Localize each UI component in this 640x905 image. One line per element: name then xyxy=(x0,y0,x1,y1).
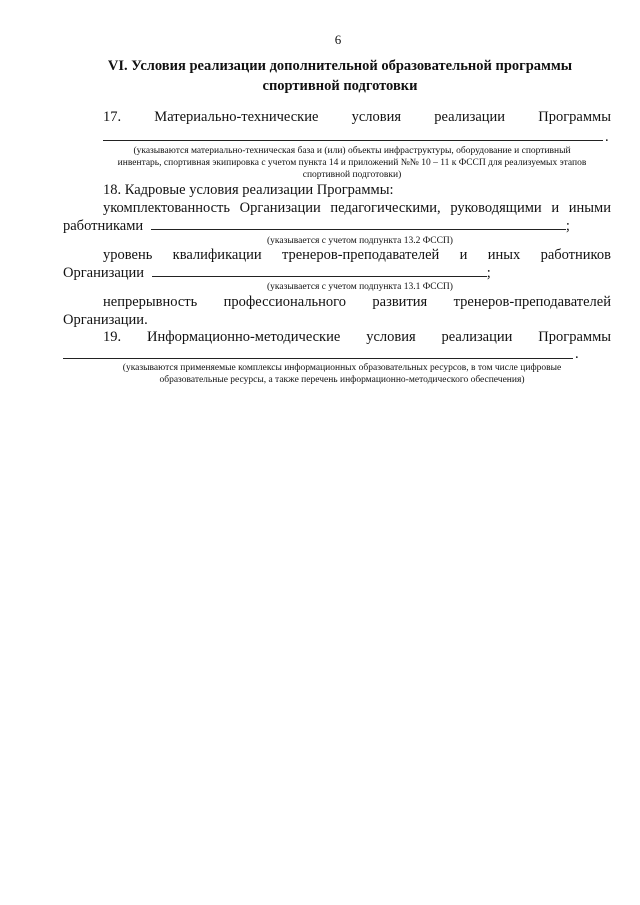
section-heading xyxy=(80,56,600,96)
qualification-line xyxy=(103,246,611,264)
staffing-line xyxy=(103,199,611,217)
qualification-word: работников xyxy=(540,247,611,263)
qualification-end-mark: ; xyxy=(486,265,491,281)
staffing-word: укомплектованность xyxy=(103,200,230,216)
section-17-word: Материально-технические xyxy=(154,109,319,125)
section-17-word: реализации xyxy=(434,109,506,125)
section-17-hint xyxy=(82,145,622,181)
qualification-fill-line[interactable] xyxy=(152,264,487,277)
staffing-hint: (указывается с учетом подпункта 13.2 ФССП) xyxy=(267,236,453,246)
section-19-number: 19. xyxy=(103,329,122,345)
hint-line: образовательные ресурсы, а также перечень информационно-методического обеспечения) xyxy=(159,375,525,385)
page-number: 6 xyxy=(334,32,342,47)
section-19-end-mark: . xyxy=(575,346,579,362)
qualification-word: и xyxy=(459,247,468,263)
qualification-cont-line xyxy=(63,264,491,282)
staffing-cont: работниками xyxy=(63,218,144,234)
staffing-word: иными xyxy=(568,200,611,216)
heading-line-2: спортивной подготовки xyxy=(262,78,418,94)
hint-line: (указываются применяемые комплексы информационных образовательных ресурсов, в том числе цифровые xyxy=(122,363,562,373)
section-17-number: 17. xyxy=(103,109,122,125)
section-19-fill-line[interactable] xyxy=(63,358,573,359)
section-19-word: реализации xyxy=(441,329,513,345)
development-word: профессионального xyxy=(223,294,347,310)
hint-line: инвентарь, спортивная экипировка с учетом пункта 14 и приложений №№ 10 – 11 к ФССП для реализуемых этапов xyxy=(117,158,587,168)
section-17-end-mark: . xyxy=(605,129,609,145)
section-19-word: условия xyxy=(366,329,416,345)
staffing-word: руководящими xyxy=(450,200,542,216)
development-word: тренеров-преподавателей xyxy=(453,294,611,310)
heading-line-1: VI. Условия реализации дополнительной образовательной программы xyxy=(107,58,573,74)
development-line xyxy=(103,293,611,311)
hint-line: (указываются материально-техническая база и (или) объекты инфраструктуры, оборудование и спортивный xyxy=(133,146,571,156)
section-19-word: Программы xyxy=(538,329,611,345)
staffing-fill-line[interactable] xyxy=(151,217,566,230)
staffing-word: педагогическими, xyxy=(330,200,441,216)
qualification-hint: (указывается с учетом подпункта 13.1 ФССП) xyxy=(267,282,453,292)
staffing-cont-line xyxy=(63,217,570,235)
section-19-word: Информационно-методические xyxy=(147,329,341,345)
qualification-word: квалификации xyxy=(172,247,262,263)
qualification-cont: Организации xyxy=(63,265,145,281)
staffing-word: Организации xyxy=(239,200,321,216)
qualification-word: иных xyxy=(487,247,521,263)
section-18-title: 18. Кадровые условия реализации Программы: xyxy=(103,182,394,198)
section-19-hint xyxy=(82,362,602,386)
section-17-line xyxy=(103,108,611,126)
section-17-fill-line[interactable] xyxy=(103,140,603,141)
qualification-word: тренеров-преподавателей xyxy=(281,247,440,263)
staffing-end-mark: ; xyxy=(565,218,570,234)
hint-line: спортивной подготовки) xyxy=(302,170,402,180)
staffing-word: и xyxy=(551,200,560,216)
section-17-word: Программы xyxy=(538,109,611,125)
development-word: непрерывность xyxy=(103,294,198,310)
development-word: развития xyxy=(372,294,428,310)
qualification-word: уровень xyxy=(103,247,153,263)
section-17-word: условия xyxy=(351,109,402,125)
development-cont: Организации. xyxy=(63,312,148,328)
section-19-line xyxy=(103,328,611,346)
